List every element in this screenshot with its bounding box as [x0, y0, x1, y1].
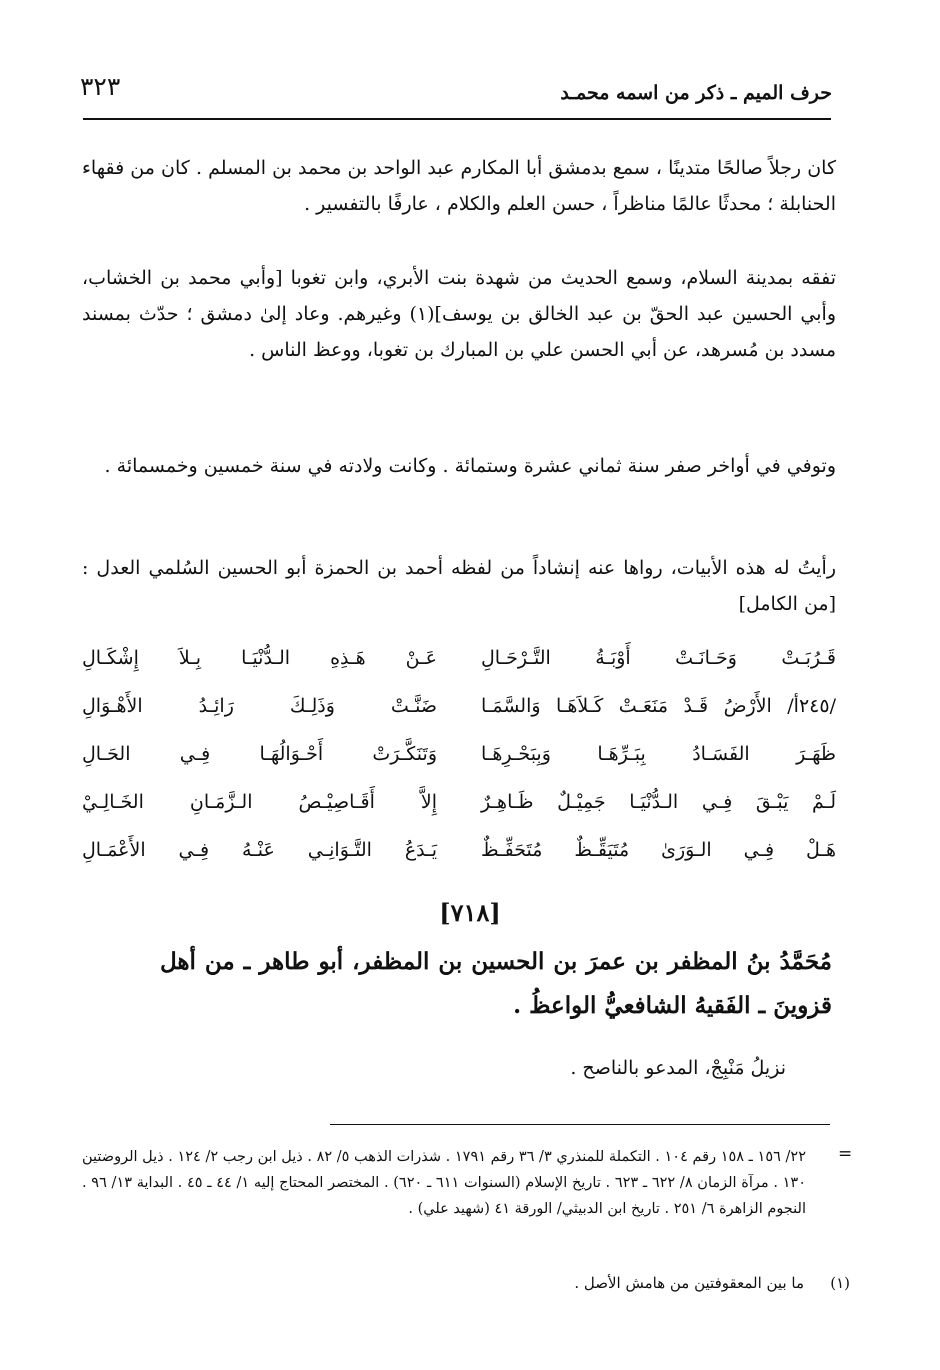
footnote-text: ما بين المعقوفتين من هامش الأصل .	[574, 1274, 804, 1292]
verse-line	[82, 638, 836, 686]
verse-first-hemistich: قَـرُبَـتْ وَحَـانَـتْ أَوْبَـةُ التَّـرْحَـالِ	[481, 647, 836, 669]
verse-line	[82, 734, 836, 782]
verse-second-hemistich: عَـنْ هَـذِهِ الـدُّنْيَـا بِـلاَ إِشْكَـالِ	[82, 647, 437, 669]
verse-second-hemistich: وَتَنَكَّـرَتْ أَحْـوَالُهَـا فِـي الحَـالِ	[82, 743, 437, 765]
footnote-number: (١)	[830, 1274, 850, 1292]
verse-second-hemistich: ضَنَّـتْ وَذَلِـكَ رَائِـدُ الأَهْـوَالِ	[82, 695, 437, 717]
verse-second-hemistich: يَـدَعُ التَّـوَانِـي عَنْـهُ فِـي الأَعْمَـالِ	[82, 839, 437, 861]
paragraph-study: تفقه بمدينة السلام، وسمع الحديث من شهدة بنت الأبري، وابن تغوبا [وأبي محمد بن الخشاب، وأبي الحسين عبد الحقّ بن عبد الخالق بن يوسف](١) وغيرهم. وعاد إلىٰ دمشق ؛ حدّث بمسند مسدد بن مُسرهد، عن أبي الحسن علي بن المبارك بن تغوبا، ووعظ الناس .	[82, 267, 836, 361]
footnote-rule	[330, 1124, 830, 1125]
poem	[82, 638, 836, 878]
entry-body: نزيلُ مَنْبِجْ، المدعو بالناصح .	[570, 1057, 786, 1079]
verse-line	[82, 782, 836, 830]
verse-first-hemistich: لَـمْ يَبْـقَ فِـي الـدُّنْيَـا جَمِيْـلٌ ظَـاهِـرٌ	[481, 791, 836, 813]
paragraph-verses-intro: رأيتُ له هذه الأبيات، رواها عنه إنشاداً من لفظه أحمد بن الحمزة أبو الحسين السُلمي العدل : [من الكامل]	[82, 557, 836, 615]
footnote-sources: ٢٢/ ١٥٦ ـ ١٥٨ رقم ١٠٤ . التكملة للمنذري ٣/ ٣٦ رقم ١٧٩١ . شذرات الذهب ٥/ ٨٢ . ذيل ابن رجب ٢/ ١٢٤ . ذيل الروضتين ١٣٠ . مرآة الزمان ٨/ ٦٢٢ ـ ٦٢٣ . تاريخ الإسلام (السنوات ٦١١ ـ ٦٢٠) . المختصر المحتاج إليه ١/ ٤٤ ـ ٤٥ . البداية ١٣/ ٩٦ . النجوم الزاهرة ٦/ ٢٥١ . تاريخ ابن الدبيثي/ الورقة ٤١ (شهيد علي) .	[82, 1149, 807, 1217]
verse-first-hemistich: ظَهَـرَ الفَسَـادُ بِبَـرِّهَـا وَبِبَحْـرِهَـا	[481, 743, 836, 765]
header-rule	[83, 118, 831, 120]
entry-heading: مُحَمَّدُ بنُ المظفر بن عمرَ بن الحسين بن المظفر، أبو طاهر ـ من أهل قزوينَ ـ الفَقيهُ الشافعيُّ الواعظُ .	[160, 948, 832, 1019]
verse-first-hemistich: /٢٤٥أ/ الأَرْضُ قَـدْ مَنَعَـتْ كَـلاَهَـا وَالسَّمَـا	[481, 695, 836, 717]
verse-first-hemistich: هَـلْ فِـي الـوَرَىٰ مُتَيَقِّـظٌ مُتَحَفِّـظٌ	[481, 839, 836, 861]
paragraph-death: وتوفي في أواخر صفر سنة ثماني عشرة وستمائة . وكانت ولادته في سنة خمسين وخمسمائة .	[104, 455, 836, 477]
page-header	[80, 68, 832, 118]
running-title: حرف الميم ـ ذكر من اسمه محمـد	[560, 82, 832, 104]
verse-line	[82, 830, 836, 878]
continuation-mark: =	[838, 1144, 853, 1164]
verse-line	[82, 686, 836, 734]
paragraph-biography: كان رجلاً صالحًا متدينًا ، سمع بدمشق أبا المكارم عبد الواحد بن محمد بن المسلم . كان من فقهاء الحنابلة ؛ محدثًا عالمًا مناظراً ، حسن العلم والكلام ، عارفًا بالتفسير .	[82, 157, 836, 215]
page-number: ٣٢٣	[80, 72, 121, 101]
entry-number: [٧١٨]	[439, 898, 501, 927]
verse-second-hemistich: إِلاَّ أَقَـاصِيْـصُ الـزَّمَـانِ الخَـالِـيْ	[82, 791, 437, 813]
